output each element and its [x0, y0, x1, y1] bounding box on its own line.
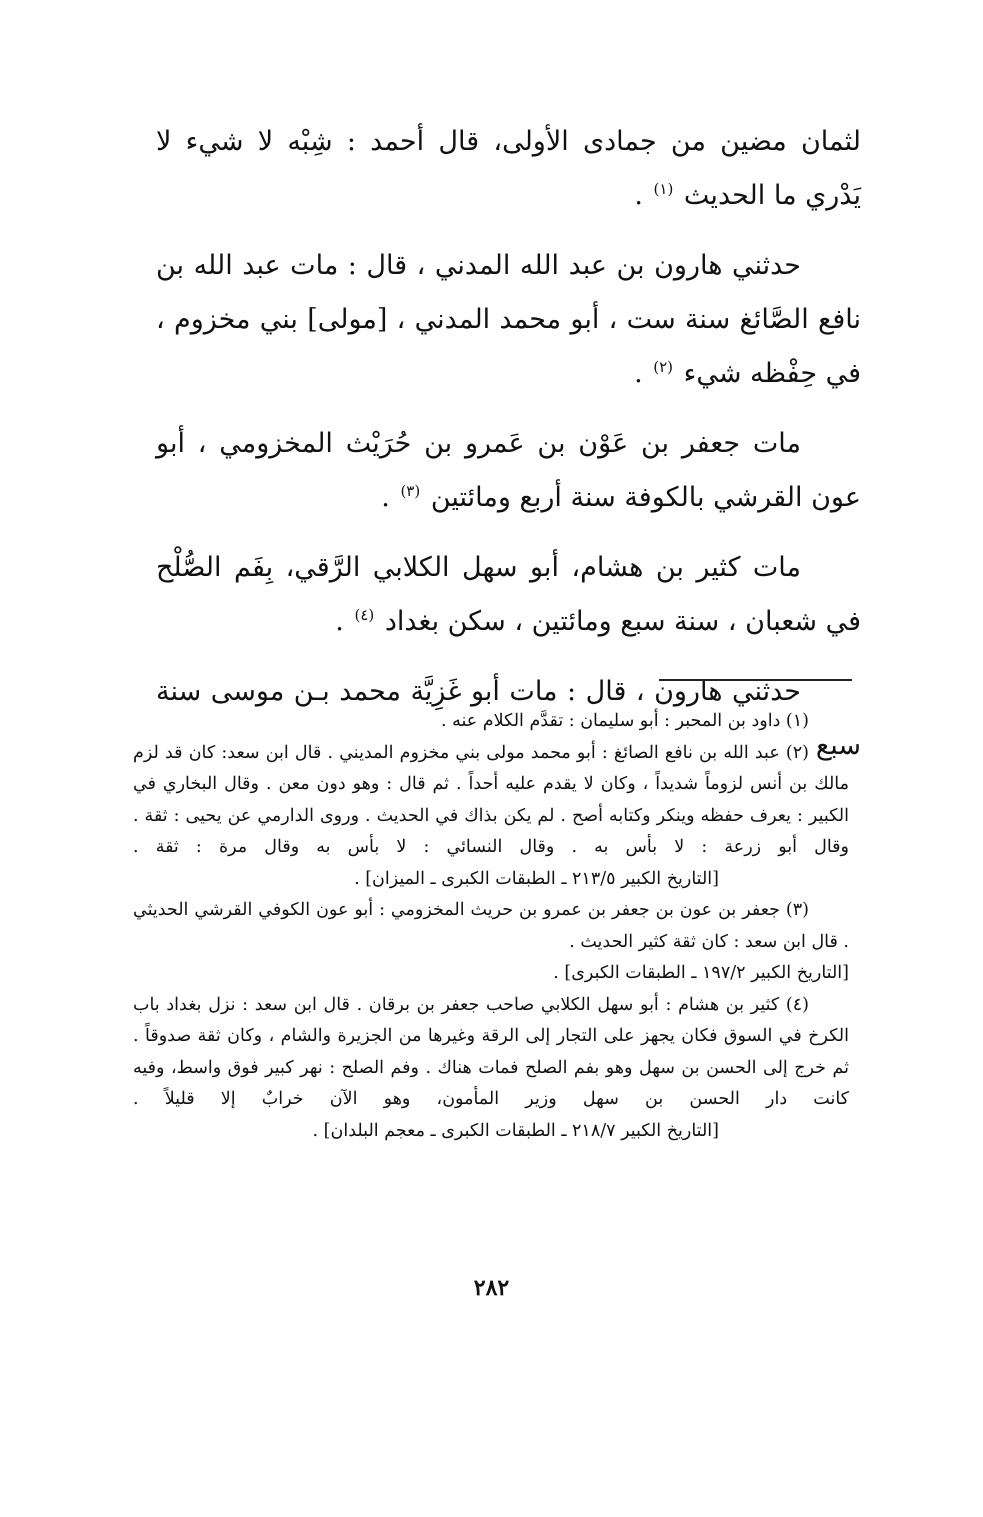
paragraph-2-text: حدثني هارون بن عبد الله المدني ، قال : مات عبد الله بن نافع الصَّائغ سنة ست ، أبو محمد المدني ، [مولى] بني مخزوم ، في حِفْظه شيء	[156, 250, 861, 389]
paragraph-1-text: لثمان مضين من جمادى الأولى، قال أحمد : شِبْه لا شيء لا يَدْري ما الحديث	[156, 126, 861, 211]
footnote-4	[133, 990, 849, 1148]
paragraph-3-end: .	[381, 482, 390, 513]
footnote-2	[133, 738, 849, 896]
footnote-marker-2: (٢)	[653, 358, 674, 376]
footnote-3-references-line	[133, 958, 849, 990]
paragraph-2-end: .	[634, 358, 643, 389]
footnote-4-references: [التاريخ الكبير ٢١٨/٧ ـ الطبقات الكبرى ـ معجم البلدان] .	[312, 1120, 719, 1141]
paragraph-2	[156, 239, 861, 401]
footnote-1: (١) داود بن المحبر : أبو سليمان : تقدَّم الكلام عنه .	[440, 711, 809, 731]
footnote-3	[133, 895, 849, 958]
footnote-4-text: (٤) كثير بن هشام : أبو سهل الكلابي صاحب جعفر بن برقان . قال ابن سعد : نزل بغداد باب الكرخ في السوق فكان يجهز على التجار إلى الرقة وغيرها من الجزيرة والشام ، وكان ثقة صدوقاً . ثم خرج إلى الحسن بن سهل وهو بفم الصلح فمات هناك . وفم الصلح : نهر كبير فوق واسط، وفيه كانت دار الحسن بن سهل وزير المأمون، وهو الآن خرابٌ إلا قليلاً .	[133, 994, 849, 1109]
footnote-3-references: [التاريخ الكبير ١٩٧/٢ ـ الطبقات الكبرى] .	[553, 963, 849, 983]
paragraph-3-text: مات جعفر بن عَوْن بن عَمرو بن حُرَيْث المخزومي ، أبو عون القرشي بالكوفة سنة أربع ومائتين	[156, 428, 861, 513]
footnote-marker-4: (٤)	[354, 606, 375, 624]
footnotes	[133, 706, 849, 1147]
paragraph-4-end: .	[335, 606, 344, 637]
paragraph-4-text: مات كثير بن هشام، أبو سهل الكلابي الرَّقي، بِفَم الصُّلْح في شعبان ، سنة سبع ومائتين ، سكن بغداد	[156, 552, 861, 637]
paragraph-5-text: حدثني هارون ، قال : مات أبو غَزِيَّة محمد بـن موسى سنة سبع	[156, 676, 861, 761]
footnote-marker-3: (٣)	[400, 482, 421, 500]
footnote-2-references: [التاريخ الكبير ٢١٣/٥ ـ الطبقات الكبرى ـ الميزان] .	[354, 868, 719, 889]
main-text	[156, 115, 861, 789]
footnote-marker-1: (١)	[653, 180, 674, 198]
footnote-2-text: (٢) عبد الله بن نافع الصائغ : أبو محمد مولى بني مخزوم المديني . قال ابن سعد: كان قد لزم مالك بن أنس لزوماً شديداً ، وكان لا يقدم عليه أحداً . ثم قال : وهو دون معن . وقال البخاري في الكبير : يعرف حفظه وينكر وكتابه أصح . لم يكن بذاك في الحديث . وروى الدارمي عن يحيى : ثقة . وقال أبو زرعة : لا بأس به . وقال النسائي : لا بأس به وقال مرة : ثقة .	[133, 742, 849, 857]
paragraph-3	[156, 417, 861, 525]
paragraph-4	[156, 541, 861, 649]
footnote-3-text: (٣) جعفر بن عون بن جعفر بن عمرو بن حريث المخزومي : أبو عون الكوفي القرشي الحديثي . قال ابن سعد : كان ثقة كثير الحديث .	[133, 900, 849, 952]
page-number: ٢٨٢	[473, 1275, 510, 1301]
footnote-separator	[659, 679, 852, 681]
paragraph-1	[156, 115, 861, 223]
paragraph-1-end: .	[634, 180, 643, 211]
